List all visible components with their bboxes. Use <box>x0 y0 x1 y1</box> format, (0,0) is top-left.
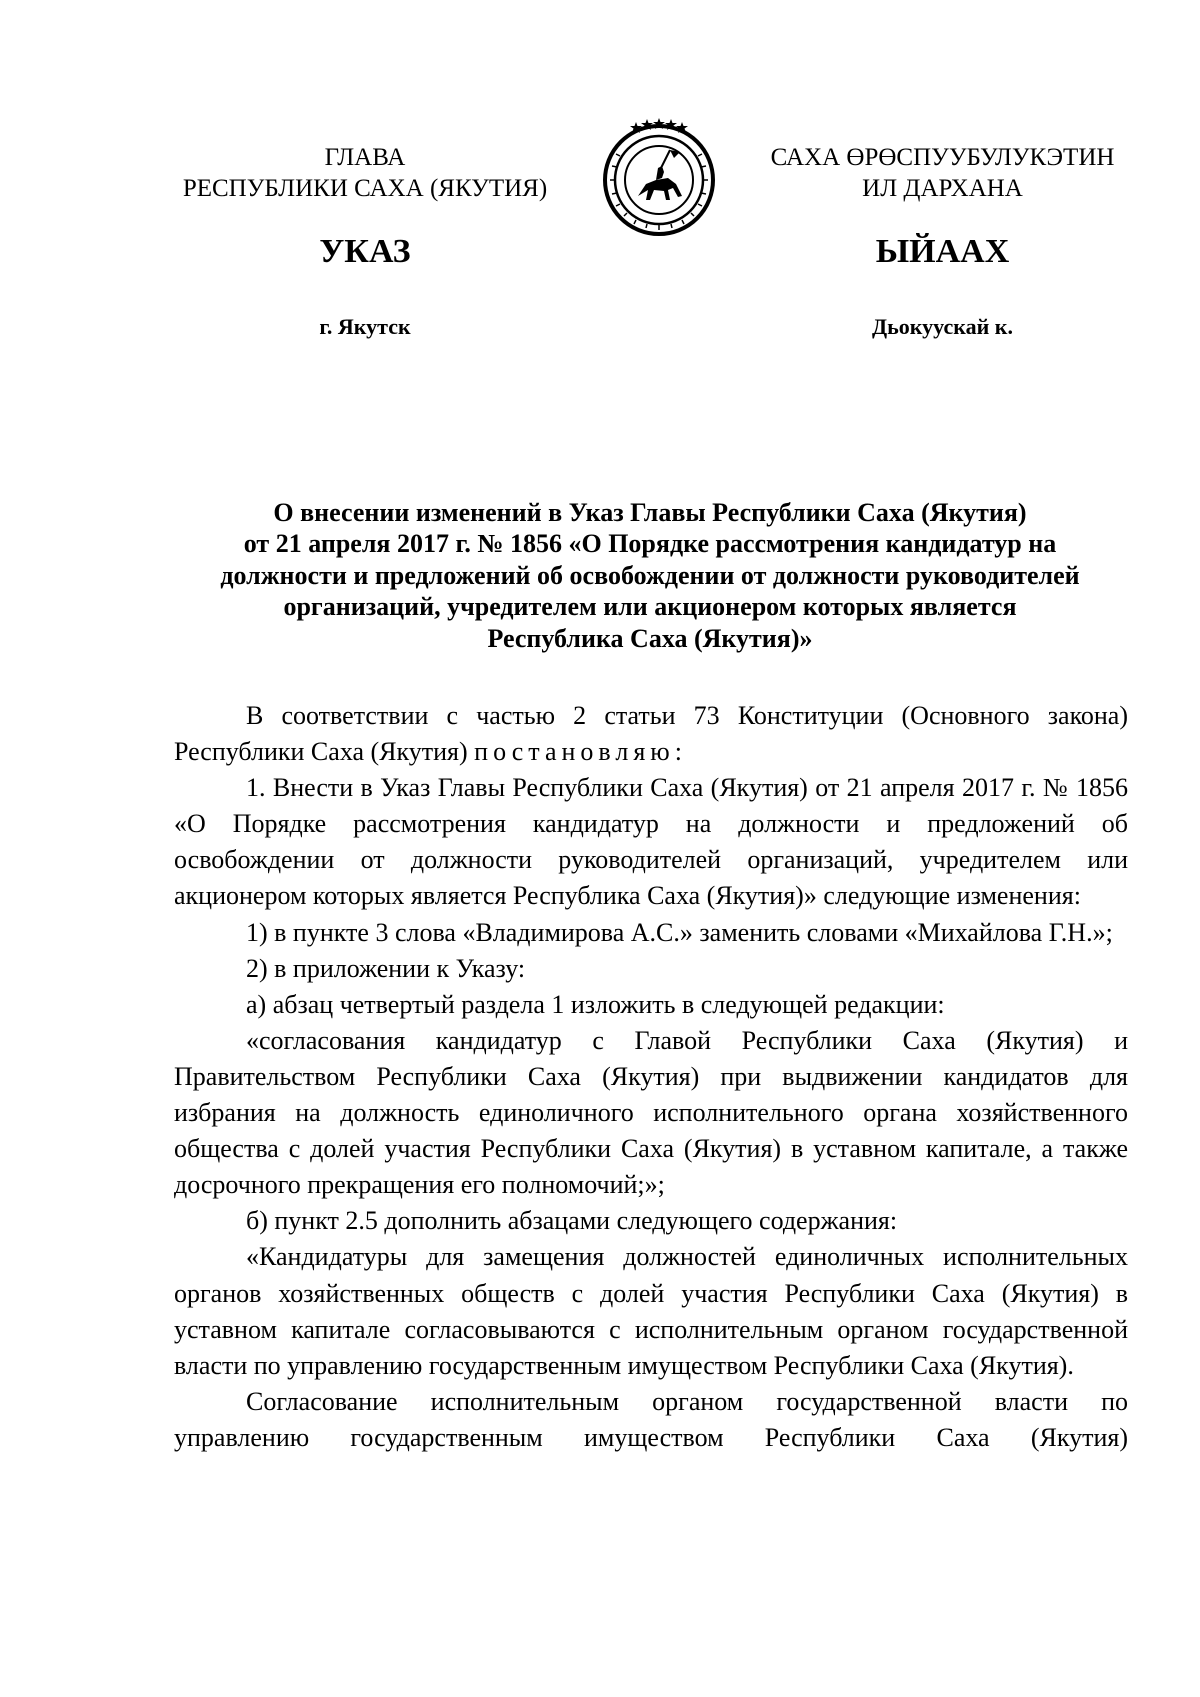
title-line: должности и предложений об освобождении от должности руководителей <box>220 560 1080 590</box>
title-line: организаций, учредителем или акционером которых является <box>283 592 1017 622</box>
header-left-line2: РЕСПУБЛИКИ САХА (ЯКУТИЯ) <box>182 175 548 202</box>
place-right: Дьокуускай к. <box>872 314 1013 339</box>
document-type-right: ЫЙААХ <box>875 233 1010 270</box>
preamble-text: В соответствии с частью 2 статьи 73 Конституции (Основного закона) Республики Саха (Якутия) <box>174 701 1128 767</box>
document-body <box>174 698 1128 1456</box>
document-title <box>172 497 1128 654</box>
header-left-block <box>150 142 580 204</box>
document-type-left: УКАЗ <box>319 233 411 270</box>
paragraph-quote-1: «согласования кандидатур с Главой Республики Саха (Якутия) и Правительством Республики Саха (Якутия) при выдвижении кандидатов для избрания на должность единоличного исполнительного органа хозяйственного общества с долей участия Республики Саха (Якутия) в уставном капитале, а также досрочного прекращения его полномочий;»; <box>174 1025 1128 1200</box>
paragraph-item-1: 1. Внести в Указ Главы Республики Саха (Якутия) от 21 апреля 2017 г. № 1856 «О Порядке рассмотрения кандидатур на должности и предложений об освобождении от должности руководителей организаций, учредителем или акционером которых является Республика Саха (Якутия)» следующие изменения: <box>174 773 1128 911</box>
title-line: О внесении изменений в Указ Главы Республики Саха (Якутия) <box>273 498 1027 527</box>
header-right-block <box>745 142 1140 204</box>
paragraph-quote-3: Согласование исполнительным органом государственной власти по управлению государственным имуществом Республики Саха (Якутия) <box>174 1386 1128 1452</box>
paragraph-subitem-b: б) пункт 2.5 дополнить абзацами следующего содержания: <box>246 1206 898 1236</box>
header-right-line1: САХА ӨРӨСПУУБУЛУКЭТИН <box>770 144 1115 171</box>
title-line: от 21 апреля 2017 г. № 1856 «О Порядке рассмотрения кандидатур на <box>243 529 1057 559</box>
paragraph-subitem-a: а) абзац четвертый раздела 1 изложить в следующей редакции: <box>246 989 945 1019</box>
paragraph-subitem-1: 1) в пункте 3 слова «Владимирова А.С.» заменить словами «Михайлова Г.Н.»; <box>246 917 1113 947</box>
place-left: г. Якутск <box>319 314 411 339</box>
title-line: Республика Саха (Якутия)» <box>487 623 813 653</box>
paragraph-subitem-2: 2) в приложении к Указу: <box>246 953 526 983</box>
preamble-decree-word: постановляю: <box>474 737 687 767</box>
paragraph-quote-2: «Кандидатуры для замещения должностей единоличных исполнительных органов хозяйственных обществ с долей участия Республики Саха (Якутия) в уставном капитале согласовываются с исполнительным органом государственной власти по управлению государственным имуществом Республики Саха (Якутия). <box>174 1242 1128 1380</box>
header-left-line1: ГЛАВА <box>324 144 406 171</box>
header-right-line2: ИЛ ДАРХАНА <box>862 175 1023 202</box>
sakha-republic-emblem-icon <box>596 114 722 238</box>
paragraph-preamble <box>174 698 1128 770</box>
